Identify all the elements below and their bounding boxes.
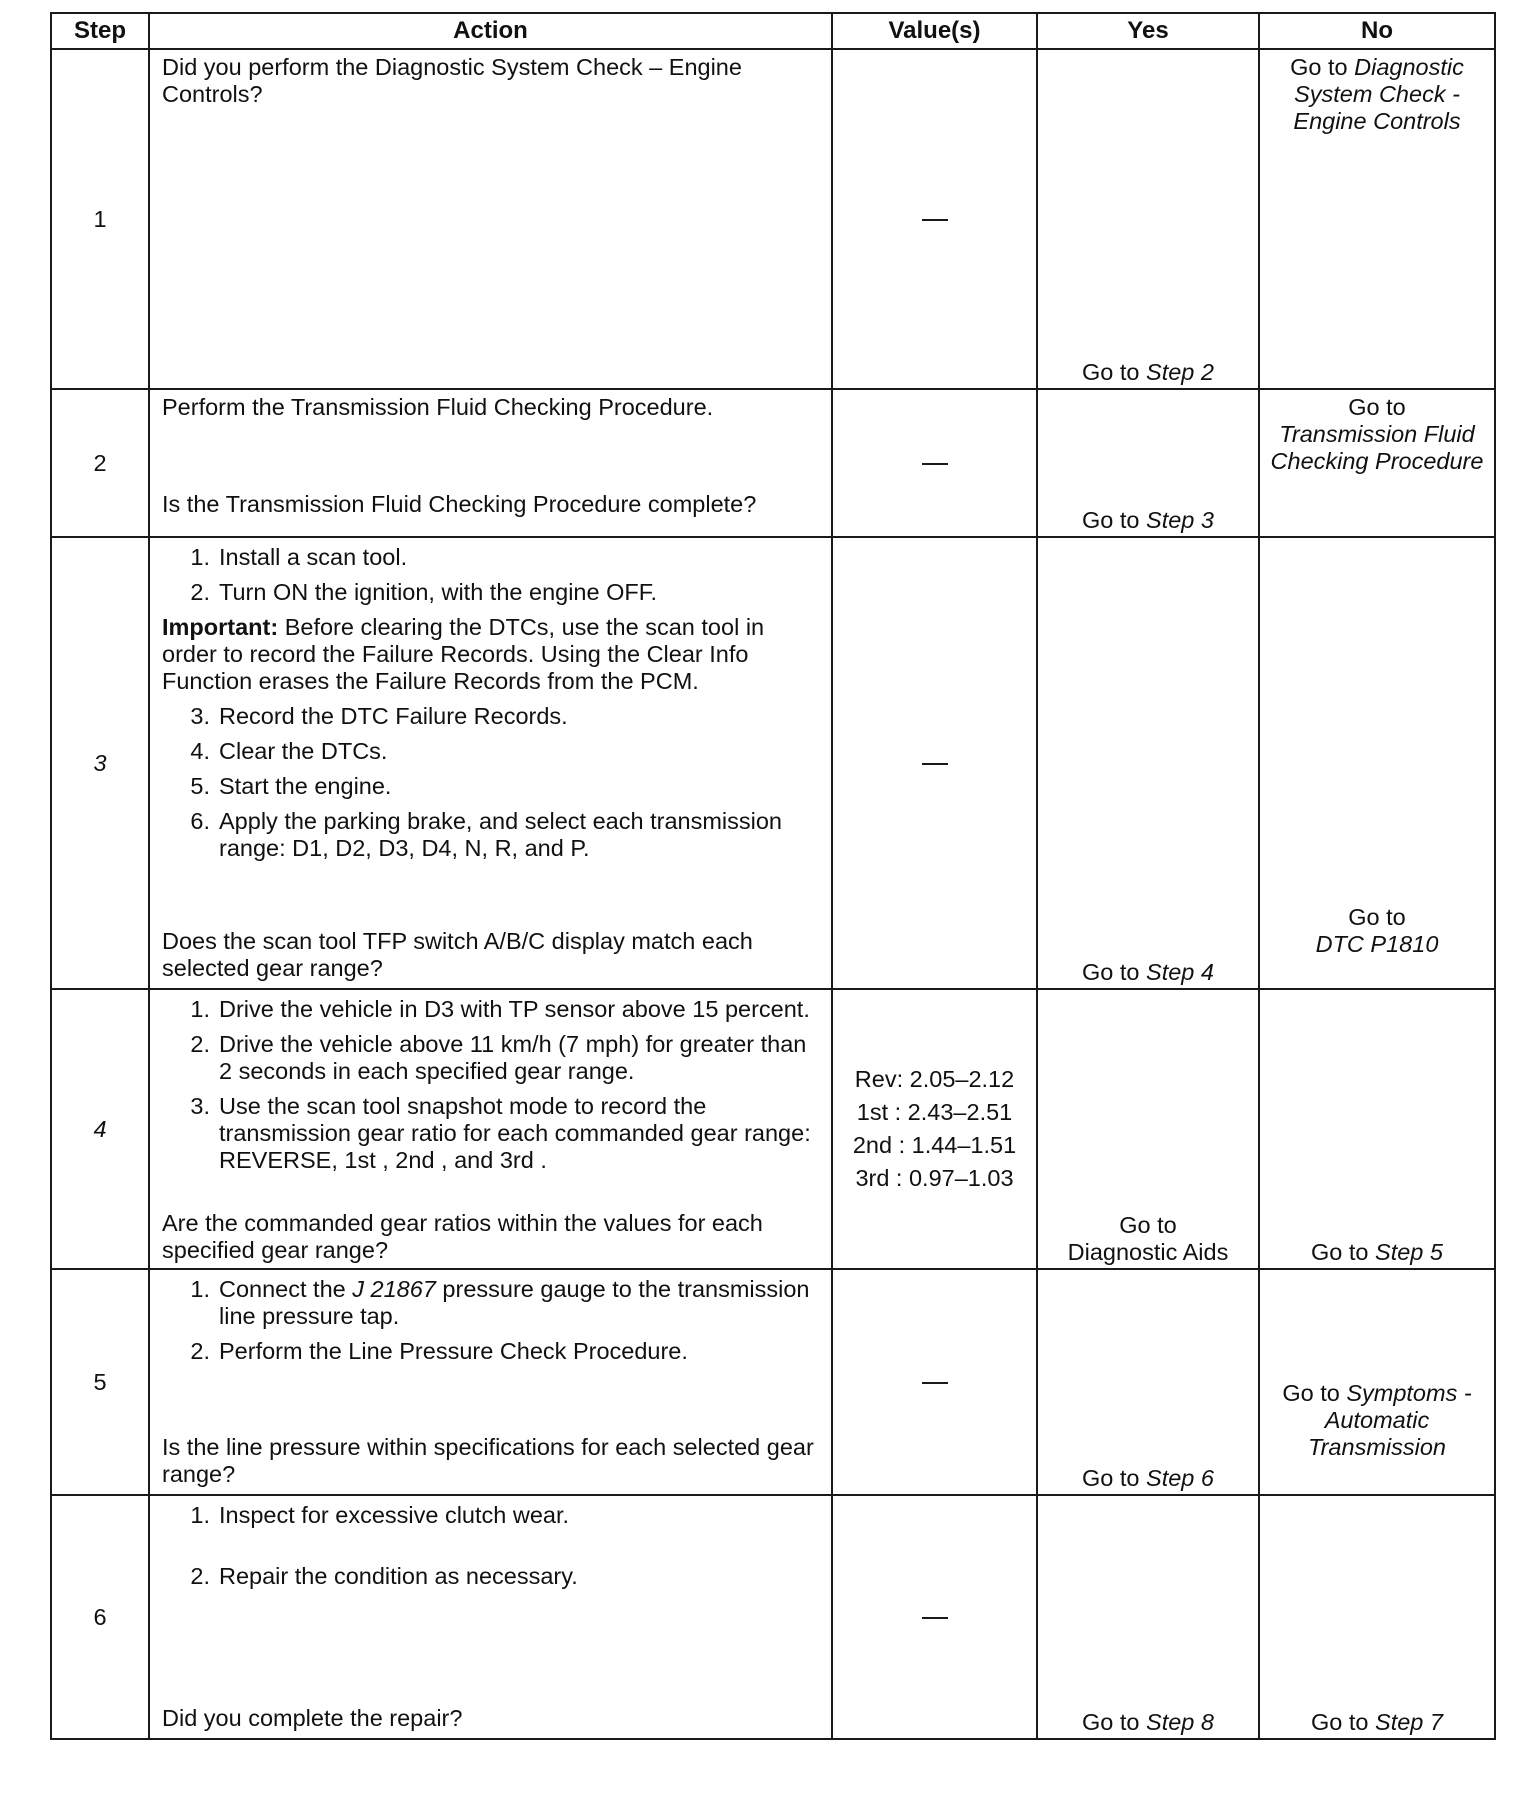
yes-target-link[interactable]: Step 6 [1146, 1465, 1214, 1491]
value-cell [832, 989, 1037, 1269]
no-cell [1259, 989, 1495, 1269]
header-row [51, 13, 1495, 49]
value-cell [832, 537, 1037, 989]
action-steps-list [162, 1500, 819, 1598]
action-steps-list [162, 1274, 819, 1373]
action-cell [149, 1269, 832, 1495]
header-action: Action [149, 13, 832, 49]
no-go-to: Go to [1282, 1379, 1340, 1406]
yes-cell [1037, 989, 1259, 1269]
list-item: 1. Drive the vehicle in D3 with TP sensor above 15 percent. [190, 996, 810, 1022]
yes-cell [1037, 1269, 1259, 1495]
tool-reference: J 21867 [352, 1276, 436, 1302]
value-cell [832, 1269, 1037, 1495]
header-no: No [1259, 13, 1495, 49]
action-cell [149, 49, 832, 389]
dash-mark [922, 1382, 948, 1384]
yes-target-link[interactable]: Step 2 [1146, 359, 1214, 385]
value-first: 1st : 2.43–2.51 [856, 1099, 1013, 1125]
dash-mark [922, 463, 948, 465]
step-number: 4 [51, 989, 149, 1269]
yes-go-to: Go to [1082, 959, 1140, 985]
no-target-link[interactable]: DTC P1810 [1315, 931, 1439, 957]
no-target-link[interactable]: Step 7 [1375, 1709, 1443, 1735]
table-row-step-6 [51, 1495, 1495, 1739]
action-question: Is the Transmission Fluid Checking Procedure complete? [162, 491, 757, 517]
action-cell [149, 1495, 832, 1739]
list-item: 1. Inspect for excessive clutch wear. [190, 1502, 570, 1528]
header-yes: Yes [1037, 13, 1259, 49]
action-steps-list [162, 703, 819, 862]
action-cell [149, 389, 832, 537]
no-cell [1259, 537, 1495, 989]
action-cell [149, 537, 832, 989]
no-go-to: Go to [1348, 904, 1406, 930]
yes-target-link[interactable]: Step 8 [1146, 1709, 1214, 1735]
action-question: Does the scan tool TFP switch A/B/C display match each selected gear range? [162, 928, 753, 981]
value-reverse: Rev: 2.05–2.12 [854, 1066, 1015, 1092]
table-row-step-1 [51, 49, 1495, 389]
yes-cell [1037, 1495, 1259, 1739]
no-cell [1259, 1269, 1495, 1495]
no-go-to: Go to [1311, 1239, 1369, 1265]
list-item: 1. Connect the J 21867 pressure gauge to the transmission line pressure tap. [190, 1276, 810, 1329]
list-item: 1. Install a scan tool. [190, 544, 408, 570]
action-question: Did you perform the Diagnostic System Check – Engine Controls? [162, 54, 742, 107]
value-cell [832, 389, 1037, 537]
action-cell [149, 989, 832, 1269]
yes-target-link[interactable]: Go to Diagnostic Aids [1067, 1212, 1229, 1265]
list-item: 2. Drive the vehicle above 11 km/h (7 mph) for greater than 2 seconds in each specified gear range. [190, 1031, 807, 1084]
important-text: Before clearing the DTCs, use the scan tool in order to record the Failure Records. Using the Clear Info Function erases the Failure Records from the PCM. [162, 614, 765, 694]
yes-target-link[interactable]: Step 4 [1146, 959, 1214, 985]
step-number: 1 [51, 49, 149, 389]
dash-mark [922, 763, 948, 765]
table-row-step-5 [51, 1269, 1495, 1495]
yes-target-link[interactable]: Step 3 [1146, 507, 1214, 533]
gear-ratio-values [833, 1066, 1036, 1192]
yes-cell [1037, 389, 1259, 537]
list-item: 5. Start the engine. [190, 773, 392, 799]
list-item: 2. Perform the Line Pressure Check Procedure. [190, 1338, 688, 1364]
action-steps-list [162, 994, 819, 1182]
list-item: 6. Apply the parking brake, and select each transmission range: D1, D2, D3, D4, N, R, and P. [190, 808, 783, 861]
dash-mark [922, 219, 948, 221]
action-instruction: Perform the Transmission Fluid Checking Procedure. [162, 394, 714, 420]
important-note [162, 614, 819, 695]
no-go-to: Go to [1290, 54, 1348, 80]
no-cell [1259, 1495, 1495, 1739]
no-target-link[interactable]: Transmission Fluid Checking Procedure [1270, 421, 1484, 474]
yes-go-to: Go to [1082, 359, 1140, 385]
list-item: 2. Repair the condition as necessary. [190, 1563, 578, 1589]
yes-go-to: Go to [1082, 1465, 1140, 1491]
step-number: 5 [51, 1269, 149, 1495]
list-item: 3. Use the scan tool snapshot mode to record the transmission gear ratio for each commanded gear range: REVERSE, 1st , 2nd , and 3rd . [190, 1093, 811, 1173]
no-target-link[interactable]: Step 5 [1375, 1239, 1443, 1265]
diagnostic-table [50, 12, 1496, 1740]
action-question: Is the line pressure within specifications for each selected gear range? [162, 1434, 814, 1487]
step-number: 2 [51, 389, 149, 537]
action-question: Did you complete the repair? [162, 1705, 463, 1731]
yes-go-to: Go to [1082, 507, 1140, 533]
header-values: Value(s) [832, 13, 1037, 49]
action-steps-list [162, 544, 819, 606]
action-question: Are the commanded gear ratios within the values for each specified gear range? [162, 1210, 763, 1263]
table-row-step-4 [51, 989, 1495, 1269]
header-step: Step [51, 13, 149, 49]
dash-mark [922, 1617, 948, 1619]
step-number: 6 [51, 1495, 149, 1739]
yes-go-to: Go to [1082, 1709, 1140, 1735]
no-go-to: Go to [1348, 394, 1406, 420]
list-item: 4. Clear the DTCs. [190, 738, 388, 764]
table-row-step-2 [51, 389, 1495, 537]
yes-cell [1037, 537, 1259, 989]
value-cell [832, 1495, 1037, 1739]
no-target-link[interactable]: Diagnostic System Check - Engine Controls [1293, 54, 1464, 134]
step-number: 3 [51, 537, 149, 989]
table-row-step-3 [51, 537, 1495, 989]
value-second: 2nd : 1.44–1.51 [852, 1132, 1017, 1158]
value-cell [832, 49, 1037, 389]
no-go-to: Go to [1311, 1709, 1369, 1735]
no-target-link[interactable]: Symptoms - Automatic Transmission [1308, 1379, 1472, 1460]
yes-cell [1037, 49, 1259, 389]
no-cell [1259, 389, 1495, 537]
no-cell [1259, 49, 1495, 389]
list-item: 2. Turn ON the ignition, with the engine OFF. [190, 579, 658, 605]
important-label: Important: [162, 614, 279, 640]
value-third: 3rd : 0.97–1.03 [855, 1165, 1014, 1191]
list-item: 3. Record the DTC Failure Records. [190, 703, 568, 729]
